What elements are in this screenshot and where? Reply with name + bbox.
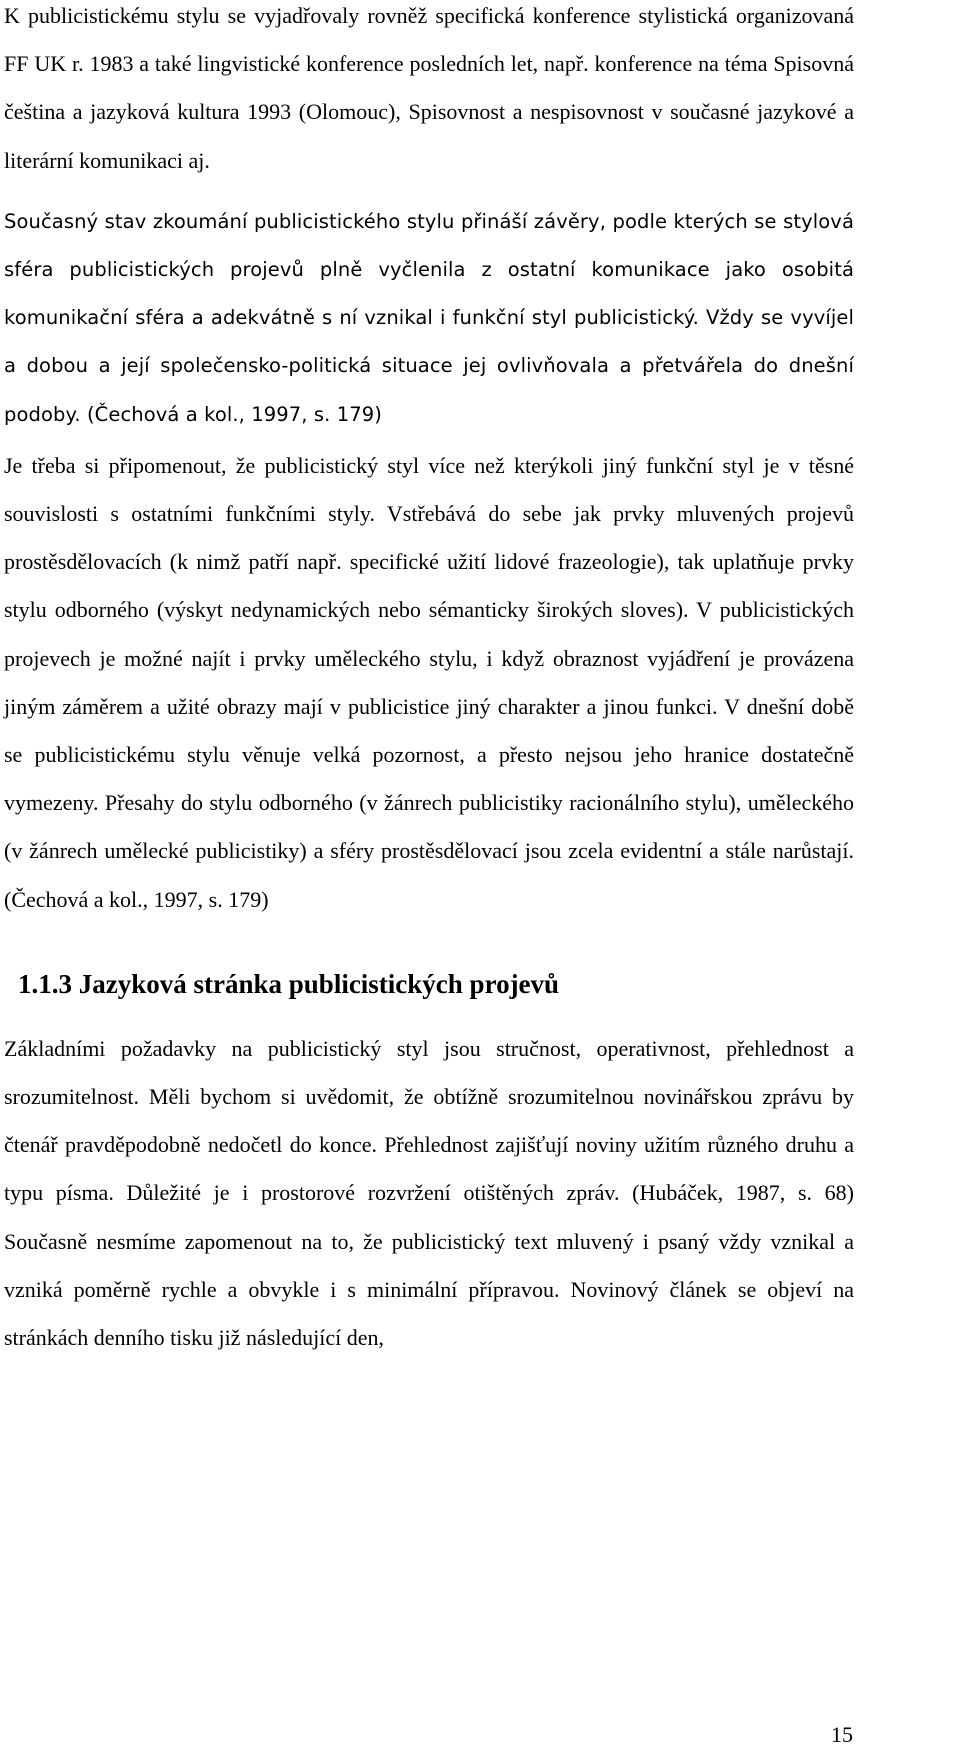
document-page xyxy=(4,0,854,1362)
page-number: 15 xyxy=(831,1722,853,1747)
paragraph-intro: K publicistickému stylu se vyjadřovaly rovněž specifická konference stylistická organizovaná FF UK r. 1983 a také lingvistické konference posledních let, např. konference na téma Spisovná čeština a jazyková kultura 1993 (Olomouc), Spisovnost a nespisovnost v současné jazykové a literární komunikaci aj. xyxy=(4,3,854,173)
paragraph-reminder: Je třeba si připomenout, že publicistický styl více než kterýkoli jiný funkční styl je v těsné souvislosti s ostatními funkčními styly. Vstřebává do sebe jak prvky mluvených projevů prostěsdělovacích (k nimž patří např. specifické užití lidové frazeologie), tak uplatňuje prvky stylu odborného (výskyt nedynamických nebo sémanticky širokých sloves). V publicistických projevech je možné najít i prvky uměleckého stylu, i když obraznost vyjádření je provázena jiným záměrem a užité obrazy mají v publicistice jiný charakter a jinou funkci. V dnešní době se publicistickému stylu věnuje velká pozornost, a přesto nejsou jeho hranice dostatečně vymezeny. Přesahy do stylu odborného (v žánrech publicistiky racionálního stylu), uměleckého (v žánrech umělecké publicistiky) a sféry prostěsdělovací jsou zcela evidentní a stále narůstají. (Čechová a kol., 1997, s. 179) xyxy=(4,452,854,912)
paragraph-requirements: Základními požadavky na publicistický styl jsou stručnost, operativnost, přehlednost a srozumitelnost. Měli bychom si uvědomit, že obtížně srozumitelnou novinářskou zprávu by čtenář pravděpodobně nedočetl do konce. Přehlednost zajišťují noviny užitím různého druhu a typu písma. Důležité je i prostorové rozvržení otištěných zpráv. (Hubáček, 1987, s. 68) Současně nesmíme zapomenout na to, že publicistický text mluvený i psaný vždy vznikal a vzniká poměrně rychle a obvykle i s minimální přípravou. Novinový článek se objeví na stránkách denního tisku již následující den, xyxy=(4,1035,854,1351)
paragraph-current-state: Současný stav zkoumání publicistického stylu přináší závěry, podle kterých se stylová sféra publicistických projevů plně vyčlenila z ostatní komunikace jako osobitá komunikační sféra a adekvátně s ní vznikal i funkční styl publicistický. Vždy se vyvíjel a dobou a její společensko-politická situace jej ovlivňovala a přetvářela do dnešní podoby. (Čechová a kol., 1997, s. 179) xyxy=(4,209,854,426)
section-heading: 1.1.3 Jazyková stránka publicistických projevů xyxy=(18,968,560,999)
